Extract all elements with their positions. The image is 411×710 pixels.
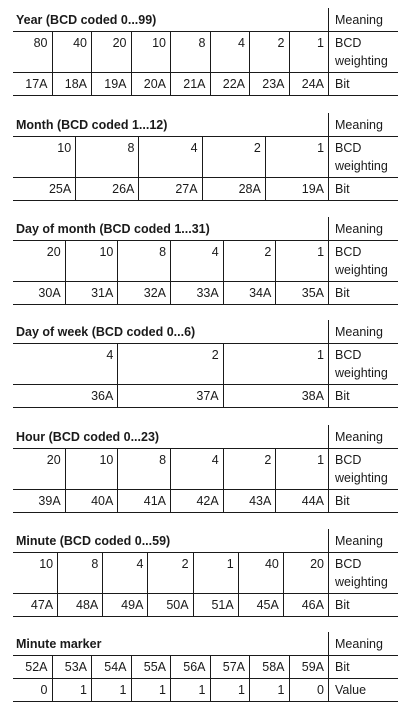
bcd-label-line2: weighting	[335, 471, 388, 485]
bit-cells	[13, 656, 328, 678]
month-title: Month (BCD coded 1...12)	[16, 117, 168, 132]
bcd-label-line2: weighting	[335, 263, 388, 277]
meaning-label: Meaning	[328, 320, 398, 343]
weight-cells	[13, 241, 328, 281]
bit-label: Bit	[328, 490, 398, 512]
minute-table	[13, 529, 398, 617]
weight-cell: 2	[249, 32, 289, 72]
minute-marker-table	[13, 632, 398, 702]
bit-cells	[13, 594, 328, 616]
value-cell: 1	[210, 679, 250, 701]
bit-cell: 28A	[202, 178, 265, 200]
bit-label: Bit	[328, 73, 398, 95]
day-of-week-table	[13, 320, 398, 408]
weight-cells	[13, 344, 328, 384]
bit-cell: 39A	[38, 494, 61, 508]
hour-title: Hour (BCD coded 0...23)	[16, 429, 160, 444]
value-label: Value	[328, 679, 398, 701]
weight-cell: 20	[46, 245, 61, 259]
weight-cell: 8	[117, 449, 170, 489]
hour-table	[13, 425, 398, 513]
bit-cell: 30A	[38, 286, 61, 300]
bcd-label-line2: weighting	[335, 575, 388, 589]
bit-cell: 31A	[65, 282, 118, 304]
weight-cell: 1	[265, 137, 328, 177]
weight-cell: 10	[131, 32, 171, 72]
bit-cell: 24A	[289, 73, 329, 95]
weight-cells	[13, 553, 328, 593]
bit-cell: 40A	[65, 490, 118, 512]
bit-cell: 35A	[275, 282, 328, 304]
bit-cells	[13, 282, 328, 304]
bit-cell: 19A	[91, 73, 131, 95]
weight-cell: 10	[65, 241, 118, 281]
value-cell: 0	[289, 679, 329, 701]
bit-cell: 38A	[223, 385, 328, 407]
weight-cell: 20	[283, 553, 328, 593]
bit-cell: 33A	[170, 282, 223, 304]
meaning-label: Meaning	[328, 113, 398, 136]
weight-cell: 1	[193, 553, 238, 593]
weight-cell: 4	[106, 348, 114, 362]
weight-cell: 1	[275, 241, 328, 281]
weight-cell: 2	[147, 553, 192, 593]
bit-cell: 44A	[275, 490, 328, 512]
bit-cell: 43A	[223, 490, 276, 512]
bit-cell: 48A	[57, 594, 102, 616]
weight-cell: 1	[223, 344, 328, 384]
month-table	[13, 113, 398, 201]
bit-label: Bit	[328, 385, 398, 407]
bcd-label-line2: weighting	[335, 159, 388, 173]
bit-cell: 49A	[102, 594, 147, 616]
bit-label: Bit	[328, 656, 398, 678]
bit-cell: 34A	[223, 282, 276, 304]
bit-cell: 59A	[289, 656, 329, 678]
meaning-label: Meaning	[328, 217, 398, 240]
meaning-label: Meaning	[328, 632, 398, 655]
weight-cell: 8	[75, 137, 138, 177]
weight-cell: 40	[238, 553, 283, 593]
bit-cell: 37A	[117, 385, 222, 407]
weight-cell: 2	[223, 449, 276, 489]
bit-cell: 47A	[30, 598, 54, 612]
weight-cells	[13, 449, 328, 489]
bcd-label-line1: BCD	[335, 141, 362, 155]
bcd-weighting-label	[328, 137, 398, 177]
weight-cell: 10	[57, 141, 72, 155]
bcd-weighting-label	[328, 32, 398, 72]
weight-cells	[13, 137, 328, 177]
weight-cell: 80	[33, 36, 48, 50]
bit-cell: 45A	[238, 594, 283, 616]
year-title: Year (BCD coded 0...99)	[16, 12, 157, 27]
weight-cells	[13, 32, 328, 72]
weight-cell: 2	[223, 241, 276, 281]
bit-cells	[13, 385, 328, 407]
bit-cell: 26A	[75, 178, 138, 200]
weight-cell: 10	[39, 557, 54, 571]
bit-cell: 18A	[52, 73, 92, 95]
weight-cell: 1	[289, 32, 329, 72]
bcd-weighting-label	[328, 449, 398, 489]
day-of-week-title: Day of week (BCD coded 0...6)	[16, 324, 196, 339]
bcd-label-line2: weighting	[335, 366, 388, 380]
day-of-month-title: Day of month (BCD coded 1...31)	[16, 221, 210, 236]
minute-title: Minute (BCD coded 0...59)	[16, 533, 171, 548]
weight-cell: 20	[46, 453, 61, 467]
bit-cell: 23A	[249, 73, 289, 95]
bcd-weighting-label	[328, 344, 398, 384]
bit-cell: 58A	[249, 656, 289, 678]
weight-cell: 2	[202, 137, 265, 177]
bit-cells	[13, 490, 328, 512]
day-of-month-table	[13, 217, 398, 305]
bit-cell: 20A	[131, 73, 171, 95]
meaning-label: Meaning	[328, 529, 398, 552]
bcd-weighting-label	[328, 553, 398, 593]
weight-cell: 4	[138, 137, 201, 177]
bit-cell: 53A	[52, 656, 92, 678]
bit-label: Bit	[328, 594, 398, 616]
value-cell: 1	[52, 679, 92, 701]
bit-cell: 54A	[91, 656, 131, 678]
bcd-weighting-label	[328, 241, 398, 281]
bit-cell: 55A	[131, 656, 171, 678]
bit-label: Bit	[328, 282, 398, 304]
weight-cell: 8	[170, 32, 210, 72]
bit-cells	[13, 178, 328, 200]
bit-cell: 21A	[170, 73, 210, 95]
bcd-label-line1: BCD	[335, 557, 362, 571]
bit-cell: 46A	[283, 594, 328, 616]
bcd-label-line1: BCD	[335, 348, 362, 362]
bit-cell: 56A	[170, 656, 210, 678]
value-cell: 1	[170, 679, 210, 701]
bit-cell: 52A	[25, 660, 48, 674]
bcd-label-line1: BCD	[335, 245, 362, 259]
bcd-label-line1: BCD	[335, 453, 362, 467]
value-cell: 1	[91, 679, 131, 701]
weight-cell: 4	[170, 449, 223, 489]
bit-cell: 17A	[25, 77, 48, 91]
bit-cell: 32A	[117, 282, 170, 304]
weight-cell: 20	[91, 32, 131, 72]
weight-cell: 40	[52, 32, 92, 72]
weight-cell: 2	[117, 344, 222, 384]
meaning-label: Meaning	[328, 8, 398, 31]
weight-cell: 4	[170, 241, 223, 281]
weight-cell: 10	[65, 449, 118, 489]
bit-cell: 42A	[170, 490, 223, 512]
bit-cell: 41A	[117, 490, 170, 512]
meaning-label: Meaning	[328, 425, 398, 448]
weight-cell: 1	[275, 449, 328, 489]
bit-cell: 57A	[210, 656, 250, 678]
value-cell: 1	[131, 679, 171, 701]
value-cell: 0	[40, 683, 48, 697]
bcd-label-line2: weighting	[335, 54, 388, 68]
bit-cell: 50A	[147, 594, 192, 616]
weight-cell: 8	[117, 241, 170, 281]
value-cell: 1	[249, 679, 289, 701]
year-table	[13, 8, 398, 96]
value-cells	[13, 679, 328, 701]
weight-cell: 8	[57, 553, 102, 593]
bcd-label-line1: BCD	[335, 36, 362, 50]
minute-marker-title: Minute marker	[16, 636, 102, 651]
bit-cell: 27A	[138, 178, 201, 200]
bit-cell: 25A	[48, 182, 72, 196]
bit-cell: 22A	[210, 73, 250, 95]
bit-cell: 19A	[265, 178, 328, 200]
weight-cell: 4	[210, 32, 250, 72]
bit-cells	[13, 73, 328, 95]
bit-cell: 51A	[193, 594, 238, 616]
bit-label: Bit	[328, 178, 398, 200]
bit-cell: 36A	[91, 389, 114, 403]
weight-cell: 4	[102, 553, 147, 593]
